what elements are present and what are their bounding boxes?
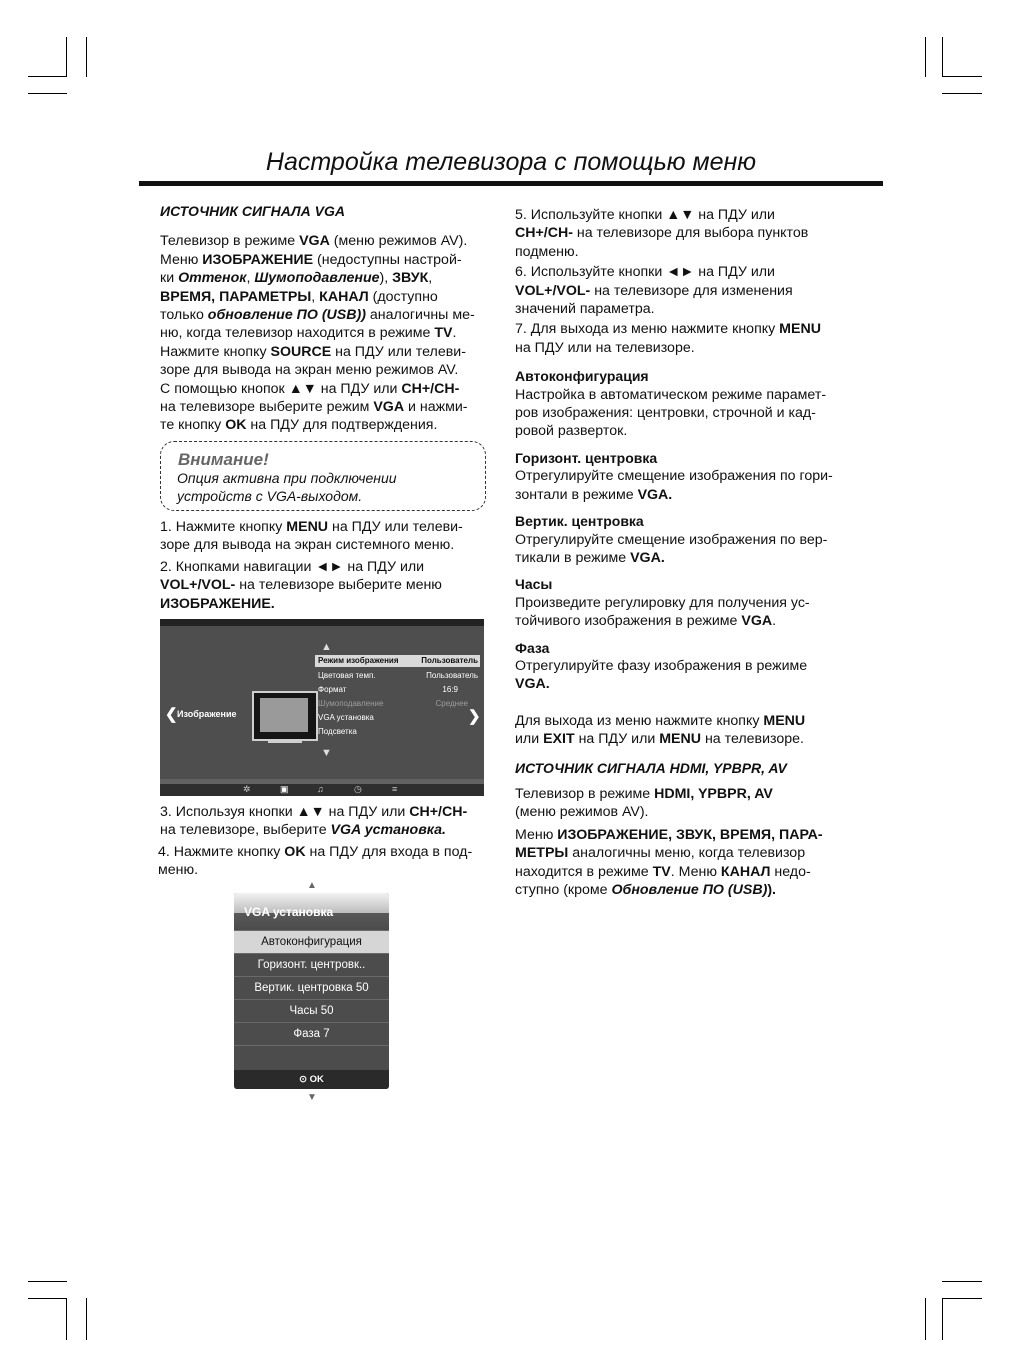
vga-menu-title: VGA установка [244, 905, 334, 919]
vga-menu-item[interactable]: Часы 50 [234, 999, 389, 1022]
list-icon: ≡ [392, 784, 398, 794]
tv-menu-item[interactable]: Режим изображения Пользователь [315, 655, 480, 667]
tv-menu-item[interactable]: Формат 16:9 [318, 685, 458, 694]
crop-mark [66, 37, 67, 77]
left-steps-1-2: 1. Нажмите кнопку MENU на ПДУ или телеви- зоре для вывода на экран системного меню. 2. Кнопками навигации ◄► на ПДУ или VOL+/VOL- на телевизоре выберите меню ИЗОБРАЖЕНИЕ. [160, 519, 463, 612]
crop-mark [28, 1298, 67, 1299]
page-title: Настройка телевизора с помощью меню [265, 148, 757, 176]
music-note-icon: ♫ [317, 784, 324, 794]
section-heading-hdmi: ИСТОЧНИК СИГНАЛА HDMI, YPBPR, AV [515, 759, 787, 776]
crop-mark [942, 1298, 982, 1299]
crop-mark [942, 1281, 982, 1282]
crop-mark [28, 76, 67, 77]
tv-monitor-icon [252, 691, 318, 741]
tv-menu-category: Изображение [177, 709, 237, 719]
phase-heading: Фаза [515, 639, 550, 656]
vga-menu-empty-row [234, 1045, 389, 1068]
crop-mark [942, 1298, 943, 1340]
vga-setup-menu [234, 893, 389, 1089]
crop-mark [942, 93, 982, 94]
left-steps-3-4: 3. Используя кнопки ▲▼ на ПДУ или CH+/CH- на телевизоре, выберите VGA установка. 4. Нажмите кнопку OK на ПДУ для входа в под- меню. [158, 804, 473, 879]
crop-mark [942, 76, 982, 77]
tv-menu-item[interactable]: Цветовая темп. Пользователь [318, 671, 478, 680]
arrow-up-icon: ▲ [307, 880, 317, 891]
crop-mark [925, 37, 926, 77]
clock-icon: ◷ [354, 784, 362, 794]
right-column: 5. Используйте кнопки ▲▼ на ПДУ или CH+/CH- на телевизоре для выбора пунктов подменю. 6. Используйте кнопки ◄► на ПДУ или VOL+/VOL- на телевизоре для изменения значений параметра. 7. Для выхода из меню нажмите кнопку MENU на ПДУ или на телевизоре. Автоконфигурация Настройка в автоматическом режиме парамет- ров изображения: центровки, строчной и кад- ровой разверток. Горизонт. центровка Отрегулируйте смещение изображения по гори- зонтали в режиме VGA. Вертик. центровка Отрегулируйте смещение изображения по вер- тикали в режиме VGA. Часы Произведите регулировку для получения ус- тойчивого изображения в режиме VGA. Фаза Отрегулируйте фазу изображения в режиме VGA. Для выхода из меню нажмите кнопку MENU или EXIT на ПДУ или MENU на телевизоре. ИСТОЧНИК СИГНАЛА HDMI, YPBPR, AV Телевизор в режиме HDMI, YPBPR, AV (меню режимов AV). Меню ИЗОБРАЖЕНИЕ, ЗВУК, ВРЕМЯ, ПАРА- МЕТРЫ аналогичны меню, когда телевизор находится в режиме TV. Меню КАНАЛ недо- ступно (кроме Обновление ПО (USB)). [515, 206, 860, 899]
crop-mark [66, 1298, 67, 1340]
vga-menu-item[interactable]: Фаза 7 [234, 1022, 389, 1045]
chevron-right-icon: ❯ [468, 708, 481, 725]
tv-menu-item[interactable]: VGA установка [318, 713, 374, 722]
crop-mark [86, 1298, 87, 1340]
picture-icon: ▣ [280, 784, 289, 794]
settings-icon: ✲ [243, 784, 251, 794]
tv-menu-item[interactable]: Подсветка [318, 727, 357, 736]
arrow-up-icon: ▲ [321, 641, 332, 653]
note-title: Внимание! [178, 450, 269, 469]
intro-text: Телевизор в режиме VGA (меню режимов AV). Меню ИЗОБРАЖЕНИЕ (недоступны настрой- ки Оттенок, Шумоподавление), ЗВУК, ВРЕМЯ, ПАРАМЕТРЫ, КАНАЛ (доступно только обновление ПО (USB)) аналогичны ме- ню, когда телевизор находится в режиме TV. Нажмите кнопку SOURCE на ПДУ или телеви- зоре для вывода на экран меню режимов AV. С помощью кнопок ▲▼ на ПДУ или CH+/CH- на телевизоре выберите режим VGA и нажми- те кнопку OK на ПДУ для подтверждения. [160, 233, 475, 434]
horizontal-center-heading: Горизонт. центровка [515, 449, 658, 466]
vga-menu-item[interactable]: Автоконфигурация [234, 930, 389, 953]
auto-config-heading: Автоконфигурация [515, 368, 649, 385]
vga-menu-item[interactable]: Вертик. центровка 50 [234, 976, 389, 999]
left-column [160, 202, 496, 435]
chevron-left-icon: ❮ [165, 706, 178, 723]
title-rule [139, 181, 883, 186]
tv-menu-icon-bar [160, 784, 484, 796]
tv-menu-item: Шумоподавление Среднее [318, 699, 468, 708]
section-heading-vga: ИСТОЧНИК СИГНАЛА VGA [160, 203, 345, 219]
tv-menu-screenshot [160, 619, 484, 796]
note-body: Опция активна при подключении устройств с VGA-выходом. [177, 470, 397, 504]
crop-mark [925, 1298, 926, 1340]
arrow-down-icon: ▼ [307, 1092, 317, 1103]
crop-mark [28, 1281, 67, 1282]
arrow-down-icon: ▼ [321, 747, 332, 759]
crop-mark [28, 93, 67, 94]
vga-menu-item[interactable]: Горизонт. центровк.. [234, 953, 389, 976]
vertical-center-heading: Вертик. центровка [515, 513, 644, 530]
ok-button[interactable]: ⊙ OK [234, 1070, 389, 1089]
clock-heading: Часы [515, 576, 553, 593]
crop-mark [86, 37, 87, 77]
attention-note [160, 441, 486, 511]
crop-mark [942, 37, 943, 77]
tv-top-bar [160, 619, 484, 626]
